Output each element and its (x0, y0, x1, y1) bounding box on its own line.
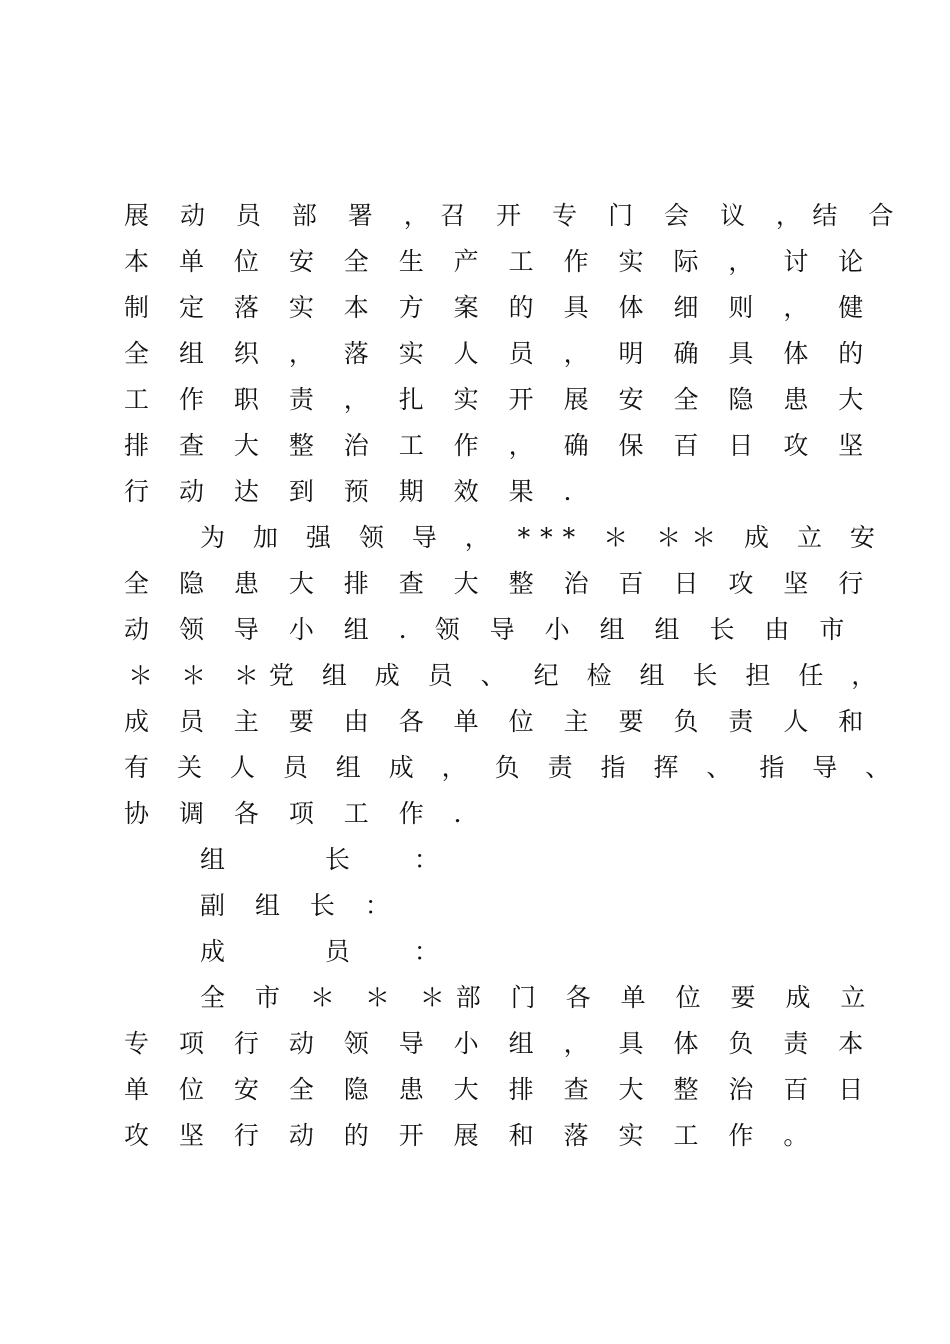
paragraph-line: 单 位 安 全 隐 患 大 排 查 大 整 治 百 日 (124, 1075, 875, 1104)
paragraph-line: 行 动 达 到 预 期 效 果 ． (124, 477, 600, 506)
paragraph-line: 动 领 导 小 组 ．领 导 小 组 组 长 由 市 (124, 615, 856, 644)
paragraph-line: 成 员 主 要 由 各 单 位 主 要 负 责 人 和 (124, 707, 875, 736)
paragraph-line: ＊ ＊ ＊党 组 成 员 、 纪 检 组 长 担 任 ， (128, 661, 887, 690)
role-deputy-leader-label: 副 组 长 ： (200, 891, 401, 920)
paragraph-line: 本 单 位 安 全 生 产 工 作 实 际 ， 讨 论 (124, 247, 875, 276)
paragraph-line: 有 关 人 员 组 成 ， 负 责 指 挥 、 指 导 、 (124, 753, 901, 782)
paragraph-line: 全 市 ＊ ＊ ＊部 门 各 单 位 要 成 立 (200, 983, 877, 1012)
role-member-label: 成 员 ： (200, 937, 467, 966)
paragraph-line: 攻 坚 行 动 的 开 展 和 落 实 工 作 。 (124, 1121, 820, 1150)
paragraph-line: 工 作 职 责 ， 扎 实 开 展 安 全 隐 患 大 (124, 385, 875, 414)
paragraph-line: 制 定 落 实 本 方 案 的 具 体 细 则 ， 健 (124, 293, 875, 322)
paragraph-line: 全 组 织 ， 落 实 人 员 ， 明 确 具 体 的 (124, 339, 875, 368)
paragraph-line: 排 查 大 整 治 工 作 ， 确 保 百 日 攻 坚 (124, 431, 875, 460)
paragraph-line: 专 项 行 动 领 导 小 组 ， 具 体 负 责 本 (124, 1029, 875, 1058)
paragraph-line: 协 调 各 项 工 作 ． (124, 799, 490, 828)
paragraph-line: 展 动 员 部 署 ，召 开 专 门 会 议 ，结 合 (124, 201, 905, 230)
paragraph-line: 为 加 强 领 导 ， *** ＊ ＊＊ 成 立 安 (200, 523, 885, 552)
role-leader-label: 组 长 ： (200, 845, 467, 874)
paragraph-line: 全 隐 患 大 排 查 大 整 治 百 日 攻 坚 行 (124, 569, 875, 598)
